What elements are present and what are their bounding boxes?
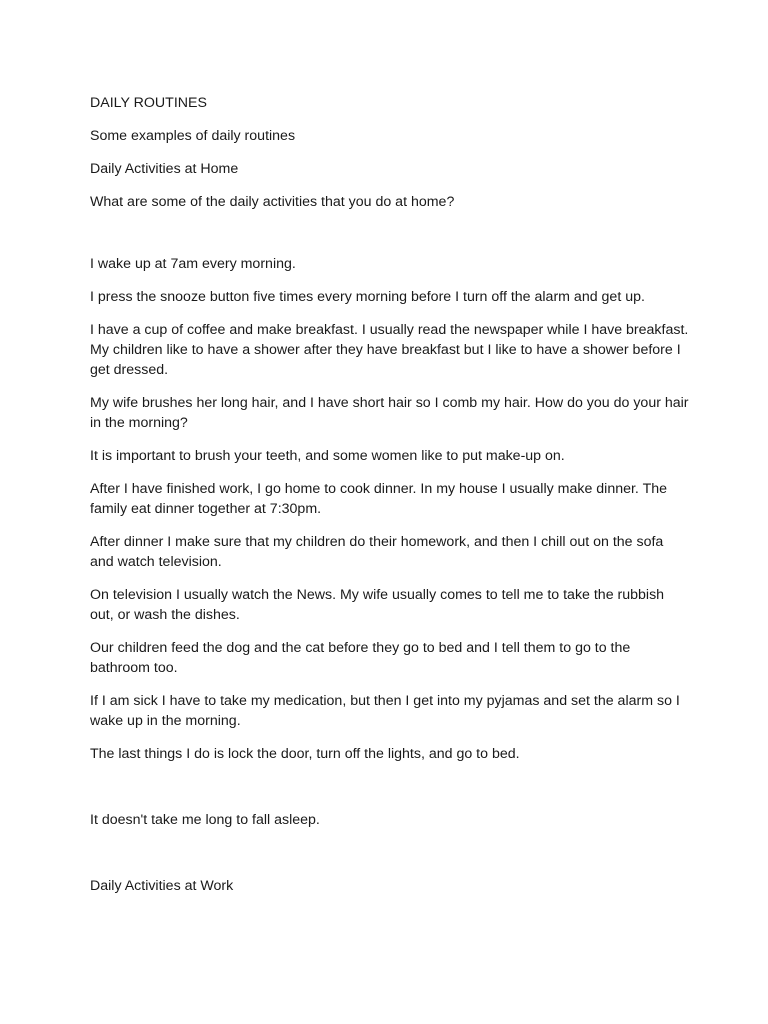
section-heading-home: Daily Activities at Home [90, 161, 239, 177]
paragraph: I have a cup of coffee and make breakfast. I usually read the newspaper while I have breakfast. My children like to have a shower after they have breakfast but I like to have a shower before I get dressed. [90, 322, 689, 378]
paragraph: After dinner I make sure that my children do their homework, and then I chill out on the sofa and watch television. [90, 534, 664, 570]
paragraph: I press the snooze button five times every morning before I turn off the alarm and get up. [90, 289, 645, 305]
paragraph: The last things I do is lock the door, turn off the lights, and go to bed. [90, 746, 520, 762]
paragraph: On television I usually watch the News. My wife usually comes to tell me to take the rubbish out, or wash the dishes. [90, 587, 665, 623]
paragraph: It is important to brush your teeth, and some women like to put make-up on. [90, 448, 565, 464]
blank-line [90, 225, 690, 254]
blank-line [90, 777, 690, 810]
document-title: DAILY ROUTINES [90, 95, 207, 111]
paragraph: Our children feed the dog and the cat before they go to bed and I tell them to go to the bathroom too. [90, 640, 631, 676]
paragraph: I wake up at 7am every morning. [90, 256, 296, 272]
paragraph: After I have finished work, I go home to cook dinner. In my house I usually make dinner. The family eat dinner together at 7:30pm. [90, 481, 668, 517]
question-text: What are some of the daily activities that you do at home? [90, 194, 455, 210]
document-subtitle: Some examples of daily routines [90, 128, 296, 144]
paragraph: My wife brushes her long hair, and I have short hair so I comb my hair. How do you do your hair in the morning? [90, 395, 689, 431]
closing-text: It doesn't take me long to fall asleep. [90, 812, 320, 828]
blank-line [90, 843, 690, 876]
section-heading-work: Daily Activities at Work [90, 878, 234, 894]
document-page [90, 93, 690, 909]
paragraph: If I am sick I have to take my medication, but then I get into my pyjamas and set the alarm so I wake up in the morning. [90, 693, 680, 729]
